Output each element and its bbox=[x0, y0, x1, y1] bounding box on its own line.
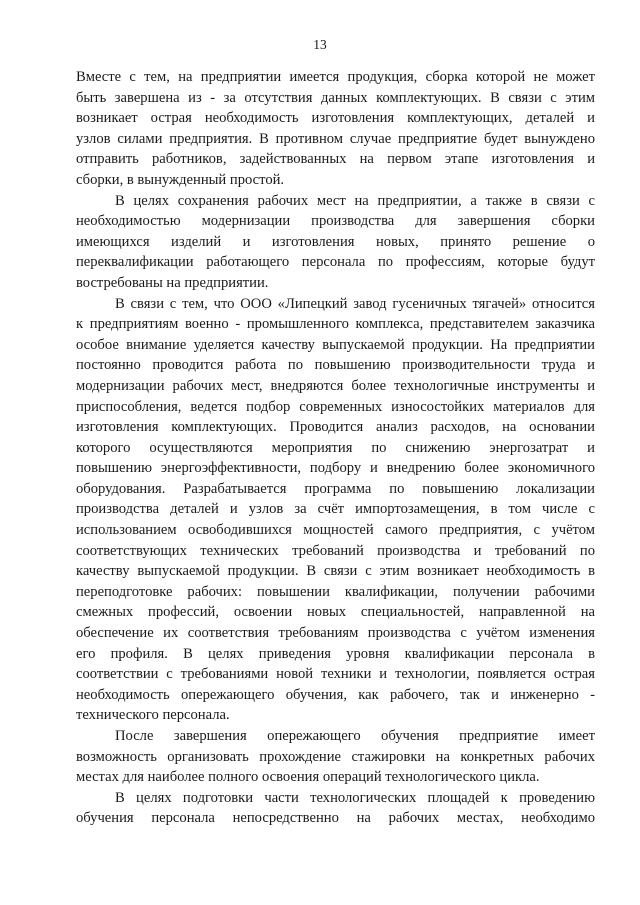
paragraph-3-line-9: повышению энергоэффективности, подбору и внедрению более экономичного bbox=[76, 460, 595, 477]
paragraph-1-line-6: сборки, в вынужденный простой. bbox=[76, 171, 285, 188]
paragraph-3-line-3: особое внимание уделяется качеству выпускаемой продукции. На предприятии bbox=[76, 336, 595, 353]
paragraph-3-line-10: оборудования. Разрабатывается программа по повышению локализации bbox=[76, 480, 595, 497]
paragraph-4-line-1: После завершения опережающего обучения предприятие имеет bbox=[115, 728, 595, 744]
paragraph-5-line-1: В целях подготовки части технологических площадей к проведению bbox=[115, 789, 595, 806]
paragraph-2-line-1: В целях сохранения рабочих мест на предприятии, а также в связи с bbox=[115, 192, 595, 209]
paragraph-3-line-11: производства деталей и узлов за счёт импортозамещения, в том числе с bbox=[76, 501, 595, 518]
paragraph-1-line-2: быть завершена из - за отсутствия данных комплектующих. В связи с этим bbox=[76, 89, 595, 106]
paragraph-1-line-5: отправить работников, задействованных на первом этапе изготовления и bbox=[76, 151, 595, 168]
paragraph-3-line-2: к предприятиям военно - промышленного комплекса, представителем заказчика bbox=[76, 316, 595, 333]
paragraph-3-line-7: изготовления комплектующих. Проводится анализ расходов, на основании bbox=[76, 419, 595, 436]
paragraph-2-line-5: востребованы на предприятии. bbox=[76, 274, 269, 291]
paragraph-3-line-5: модернизации рабочих мест, внедряются более технологичные инструменты и bbox=[76, 377, 595, 394]
paragraph-3-line-17: обеспечение их соответствия требованиям производства с учётом изменения bbox=[76, 625, 595, 642]
paragraph-3-line-14: качеству выпускаемой продукции. В связи с этим возникает необходимость в bbox=[76, 563, 595, 580]
paragraph-3-line-1: В связи с тем, что ООО «Липецкий завод гусеничных тягачей» относится bbox=[115, 295, 595, 312]
paragraph-3-line-21: технического персонала. bbox=[76, 707, 230, 724]
paragraph-4-line-3: местах для наиболее полного освоения операций технологического цикла. bbox=[76, 769, 540, 786]
paragraph-5-line-2: обучения персонала непосредственно на рабочих местах, необходимо bbox=[76, 810, 595, 827]
paragraph-2-line-2: необходимостью модернизации производства для завершения сборки bbox=[76, 213, 595, 230]
page-number: 13 bbox=[313, 37, 327, 52]
paragraph-3-line-16: смежных профессий, освоении новых специальностей, направленной на bbox=[76, 604, 595, 621]
paragraph-3-line-13: соответствующих технических требований производства и требований по bbox=[76, 542, 595, 559]
paragraph-3-line-20: необходимость опережающего обучения, как рабочего, так и инженерно - bbox=[76, 686, 595, 703]
paragraph-4-line-2: возможность организовать прохождение стажировки на конкретных рабочих bbox=[76, 748, 595, 765]
paragraph-3-line-12: использованием освободившихся мощностей самого предприятия, с учётом bbox=[76, 522, 595, 539]
body-text bbox=[76, 67, 595, 829]
paragraph-2-line-3: имеющихся изделий и изготовления новых, принято решение о bbox=[76, 233, 595, 250]
paragraph-2-line-4: переквалификации работающего персонала по профессиям, которые будут bbox=[76, 254, 595, 271]
paragraph-1-line-1: Вместе с тем, на предприятии имеется продукция, сборка которой не может bbox=[76, 69, 595, 85]
paragraph-3-line-4: постоянно проводится работа по повышению производительности труда и bbox=[76, 357, 595, 374]
paragraph-1-line-4: узлов силами предприятия. В противном случае предприятие будет вынуждено bbox=[76, 130, 595, 147]
paragraph-3-line-8: которого осуществляются мероприятия по снижению энергозатрат и bbox=[76, 439, 595, 456]
paragraph-1-line-3: возникает острая необходимость изготовления комплектующих, деталей и bbox=[76, 110, 595, 127]
paragraph-3-line-15: переподготовке рабочих: повышении квалификации, получении рабочими bbox=[76, 583, 595, 600]
paragraph-3-line-6: приспособления, ведется подбор современных износостойких материалов для bbox=[76, 398, 595, 415]
paragraph-3-line-18: его профиля. В целях приведения уровня квалификации персонала в bbox=[76, 645, 595, 662]
paragraph-3-line-19: соответствии с требованиями новой техники и технологии, появляется острая bbox=[76, 666, 595, 683]
